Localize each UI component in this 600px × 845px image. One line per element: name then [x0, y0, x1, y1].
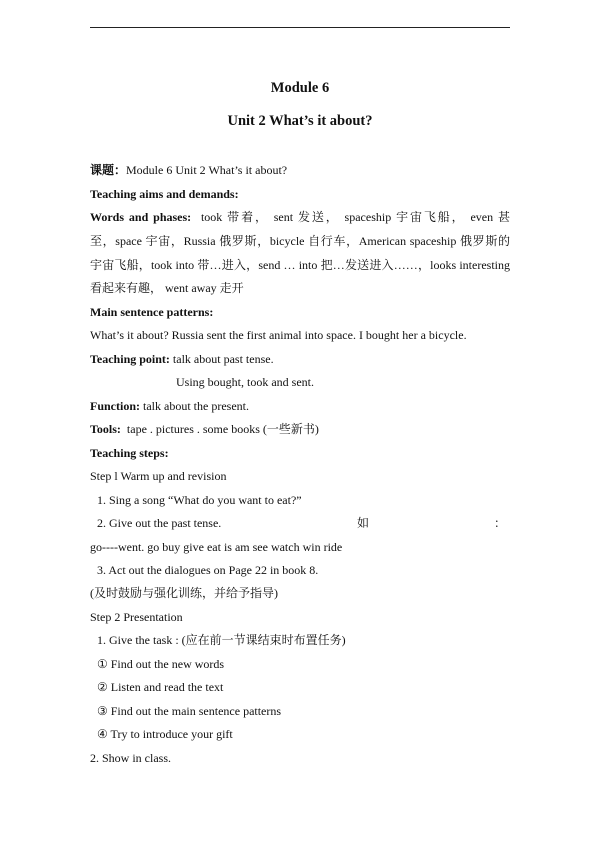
step2-item1: 1. Give the task : (应在前一节课结束时布置任务) — [97, 633, 346, 647]
words-line-3: 宇宙飞船，took into 带…进入，send … into 把…发送进入……，looks interesting — [90, 258, 510, 272]
topic-line — [90, 163, 287, 177]
task-3: ③ Find out the main sentence patterns — [97, 704, 282, 718]
patterns-heading: Main sentence patterns: — [90, 305, 214, 319]
tools-text: tape . pictures . some books (一些新书) — [126, 422, 319, 436]
words-label: Words and phases: — [90, 210, 192, 224]
unit-title: Unit 2 What’s it about? — [227, 113, 373, 129]
header-rule — [90, 27, 510, 28]
step1-item3: 3. Act out the dialogues on Page 22 in book 8. — [97, 563, 319, 577]
point-text: talk about past tense. — [172, 352, 274, 366]
tools-line — [90, 422, 319, 436]
module-title: Module 6 — [270, 80, 330, 96]
step2-item2: 2. Show in class. — [90, 751, 171, 765]
function-line — [90, 399, 249, 413]
words-text-1: took 带着， sent 发送， spaceship 宇宙飞船， even 甚 — [200, 210, 510, 224]
point-text-2: Using bought, took and sent. — [176, 375, 314, 389]
tools-label: Tools: — [90, 422, 121, 436]
step1-item2: 2. Give out the past tense. — [97, 516, 222, 530]
step1-item2-ru: 如 — [357, 516, 370, 530]
aims-heading: Teaching aims and demands: — [90, 187, 239, 201]
words-line-2: 至，space 宇宙，Russia 俄罗斯，bicycle 自行车，American spaceship 俄罗斯的 — [90, 234, 510, 248]
step1-item1: 1. Sing a song “What do you want to eat?” — [97, 493, 302, 507]
topic-value: Module 6 Unit 2 What’s it about? — [126, 163, 288, 177]
task-2: ② Listen and read the text — [97, 680, 224, 694]
step2-title: Step 2 Presentation — [90, 610, 183, 624]
point-label: Teaching point: — [90, 352, 170, 366]
task-1: ① Find out the new words — [97, 657, 225, 671]
function-label: Function: — [90, 399, 141, 413]
words-line-4: 看起来有趣， went away 走开 — [90, 281, 244, 295]
step1-title: Step l Warm up and revision — [90, 469, 227, 483]
patterns-text: What’s it about? Russia sent the first animal into space. I bought her a bicycle. — [90, 328, 467, 342]
step1-note: (及时鼓励与强化训练，并给予指导) — [90, 586, 278, 600]
words-line-1 — [90, 210, 510, 224]
step1-words: go----went. go buy give eat is am see watch win ride — [90, 540, 343, 554]
task-4: ④ Try to introduce your gift — [97, 727, 233, 741]
teaching-point-line — [90, 352, 274, 366]
function-text: talk about the present. — [143, 399, 249, 413]
step1-item2-colon: ： — [494, 516, 507, 530]
steps-heading: Teaching steps: — [90, 446, 169, 460]
topic-label: 课题： — [90, 163, 127, 177]
